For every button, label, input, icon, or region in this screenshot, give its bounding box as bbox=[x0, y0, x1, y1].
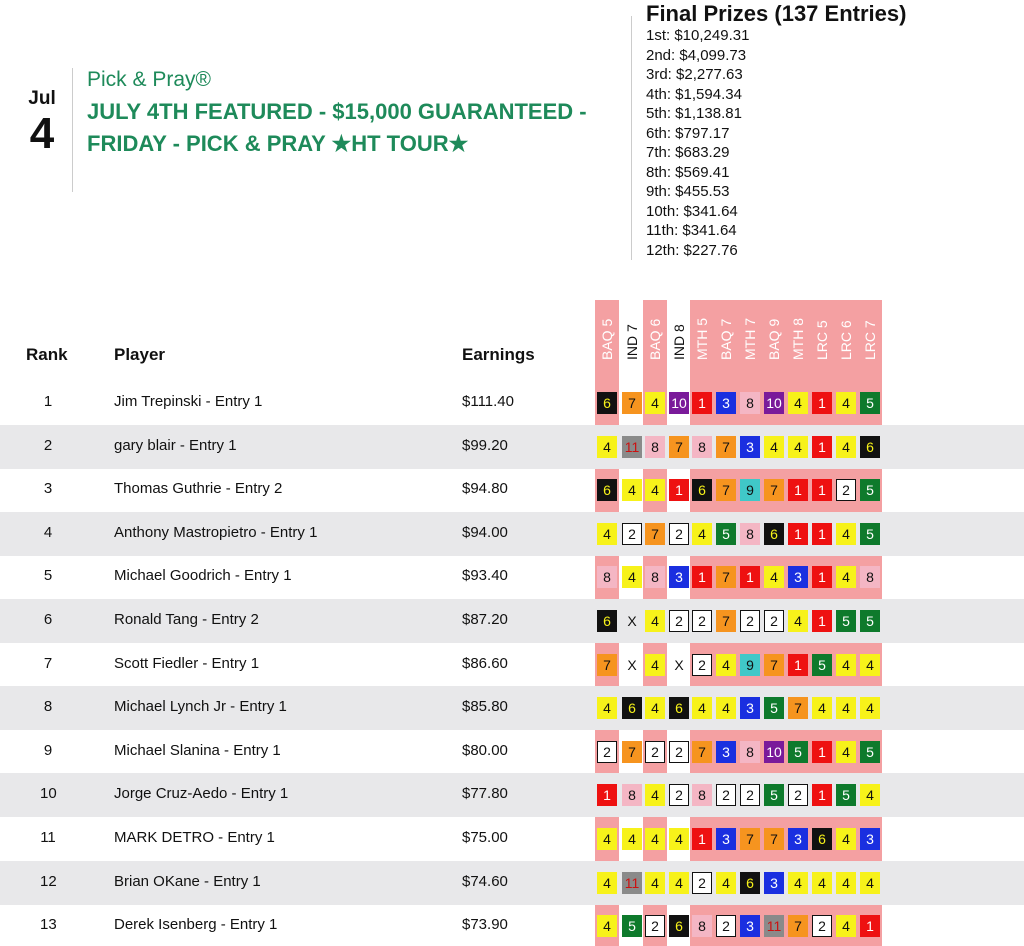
pick-badge: 10 bbox=[669, 392, 689, 414]
earnings-cell: $111.40 bbox=[462, 393, 514, 410]
pick-badge: 4 bbox=[836, 566, 856, 588]
pick-badge: 4 bbox=[716, 697, 736, 719]
pick-badge: 2 bbox=[669, 523, 689, 545]
pick-badge: 5 bbox=[812, 654, 832, 676]
earnings-cell: $73.90 bbox=[462, 916, 508, 934]
race-header: MTH 5 bbox=[694, 318, 710, 360]
pick-badge: 2 bbox=[764, 610, 784, 632]
player-cell: gary blair - Entry 1 bbox=[114, 436, 237, 454]
pick-badge: 2 bbox=[692, 610, 712, 632]
pick-badge: 8 bbox=[860, 566, 880, 588]
pick-badge: 6 bbox=[669, 915, 689, 937]
prize-item: 11th: $341.64 bbox=[646, 222, 737, 239]
pick-badge: 6 bbox=[740, 872, 760, 894]
prize-item: 9th: $455.53 bbox=[646, 183, 730, 200]
pick-badge: 7 bbox=[716, 479, 736, 501]
pick-badge: 1 bbox=[597, 784, 617, 806]
pick-badge: 4 bbox=[622, 828, 642, 850]
pick-badge: 4 bbox=[860, 654, 880, 676]
pick-badge: 4 bbox=[836, 697, 856, 719]
player-cell: Brian OKane - Entry 1 bbox=[114, 872, 261, 890]
earnings-cell: $94.00 bbox=[462, 523, 508, 541]
pick-badge: 3 bbox=[669, 566, 689, 588]
pick-badge: 2 bbox=[669, 741, 689, 763]
pick-badge: 5 bbox=[622, 915, 642, 937]
rank-cell: 9 bbox=[43, 741, 53, 759]
player-cell: Scott Fiedler - Entry 1 bbox=[114, 654, 260, 672]
pick-badge: 4 bbox=[860, 697, 880, 719]
pick-badge: 8 bbox=[740, 523, 760, 545]
pick-badge: 4 bbox=[836, 741, 856, 763]
pick-badge: 1 bbox=[812, 479, 832, 501]
pick-badge: 1 bbox=[788, 523, 808, 545]
rank-cell: 1 bbox=[43, 393, 53, 410]
prize-item: 5th: $1,138.81 bbox=[646, 105, 742, 122]
rank-cell: 10 bbox=[40, 785, 57, 803]
event-day: 4 bbox=[29, 109, 55, 158]
earnings-cell: $80.00 bbox=[462, 741, 508, 759]
pick-badge: 8 bbox=[597, 566, 617, 588]
pick-badge: 4 bbox=[669, 828, 689, 850]
table-row[interactable] bbox=[0, 425, 1024, 469]
event-title: JULY 4TH FEATURED - $15,000 GUARANTEED - FRIDAY - PICK & PRAY ★HT TOUR★ bbox=[87, 99, 587, 156]
pick-badge: 1 bbox=[812, 741, 832, 763]
pick-badge: 2 bbox=[669, 610, 689, 632]
pick-badge: 6 bbox=[812, 828, 832, 850]
rank-cell: 11 bbox=[40, 829, 56, 846]
earnings-cell: $87.20 bbox=[462, 611, 508, 628]
pick-badge: 4 bbox=[622, 566, 642, 588]
pick-badge: 4 bbox=[836, 654, 856, 676]
race-header: MTH 8 bbox=[790, 318, 806, 360]
pick-badge: 4 bbox=[645, 872, 665, 894]
pick-badge: 8 bbox=[645, 436, 665, 458]
pick-badge: 8 bbox=[692, 436, 712, 458]
pick-badge: 10 bbox=[764, 392, 784, 414]
player-cell: Derek Isenberg - Entry 1 bbox=[114, 916, 278, 934]
race-header: BAQ 7 bbox=[718, 318, 734, 360]
prize-panel bbox=[646, 2, 906, 260]
player-header: Player bbox=[114, 345, 166, 364]
prize-divider bbox=[631, 16, 632, 260]
rank-cell: 2 bbox=[43, 436, 53, 454]
pick-badge: 4 bbox=[836, 872, 856, 894]
table-row[interactable] bbox=[0, 555, 1024, 599]
pick-badge: 3 bbox=[860, 828, 880, 850]
pick-badge: 6 bbox=[622, 697, 642, 719]
pick-badge: 5 bbox=[764, 697, 784, 719]
pick-badge: 4 bbox=[622, 479, 642, 501]
pick-badge: 4 bbox=[645, 479, 665, 501]
pick-badge: 6 bbox=[692, 479, 712, 501]
pick-badge: 2 bbox=[597, 741, 617, 763]
table-row[interactable] bbox=[0, 730, 1024, 774]
pick-badge: 7 bbox=[622, 741, 642, 763]
rank-header: Rank bbox=[26, 345, 68, 364]
pick-badge: 5 bbox=[860, 479, 880, 501]
prize-item: 2nd: $4,099.73 bbox=[646, 46, 747, 64]
pick-badge: 3 bbox=[740, 915, 760, 937]
pick-badge: 4 bbox=[836, 523, 856, 545]
pick-badge: 4 bbox=[812, 872, 832, 894]
player-cell: MARK DETRO - Entry 1 bbox=[114, 829, 275, 846]
pick-badge: 4 bbox=[764, 436, 784, 458]
pick-badge: 4 bbox=[597, 523, 617, 545]
pick-badge: 7 bbox=[764, 479, 784, 501]
pick-badge: 8 bbox=[645, 566, 665, 588]
table-row[interactable] bbox=[0, 817, 1024, 861]
pick-badge: 4 bbox=[788, 392, 808, 414]
pick-badge: 6 bbox=[764, 523, 784, 545]
pick-badge: 4 bbox=[716, 654, 736, 676]
pick-badge: 1 bbox=[812, 566, 832, 588]
pick-badge: 1 bbox=[692, 392, 712, 414]
race-header: BAQ 6 bbox=[647, 318, 663, 360]
pick-badge: 4 bbox=[812, 697, 832, 719]
prize-item: 12th: $227.76 bbox=[646, 241, 738, 259]
pick-badge: 4 bbox=[669, 872, 689, 894]
pick-badge: 5 bbox=[860, 523, 880, 545]
pick-badge: 4 bbox=[645, 392, 665, 414]
race-header: LRC 6 bbox=[838, 320, 854, 360]
prize-list bbox=[646, 26, 906, 260]
earnings-cell: $99.20 bbox=[462, 436, 508, 454]
prize-item: 10th: $341.64 bbox=[646, 202, 738, 220]
table-row[interactable] bbox=[0, 468, 1024, 512]
pick-badge: 2 bbox=[812, 915, 832, 937]
pick-badge: 7 bbox=[622, 392, 642, 414]
pick-badge: 5 bbox=[860, 741, 880, 763]
pick-badge: 4 bbox=[860, 872, 880, 894]
earnings-cell: $74.60 bbox=[462, 872, 508, 890]
pick-badge: 4 bbox=[788, 610, 808, 632]
pick-badge: 4 bbox=[836, 436, 856, 458]
pick-badge: 6 bbox=[860, 436, 880, 458]
pick-badge: 4 bbox=[860, 784, 880, 806]
rank-cell: 3 bbox=[43, 480, 53, 498]
pick-badge: 5 bbox=[860, 392, 880, 414]
prize-item: 4th: $1,594.34 bbox=[646, 85, 742, 103]
pick-badge: 6 bbox=[597, 392, 617, 414]
pick-badge: 8 bbox=[692, 784, 712, 806]
pick-badge: 3 bbox=[716, 741, 736, 763]
pick-badge: 4 bbox=[836, 828, 856, 850]
pick-badge: 4 bbox=[597, 915, 617, 937]
pick-badge: 7 bbox=[716, 436, 736, 458]
earnings-cell: $75.00 bbox=[462, 829, 508, 846]
rank-cell: 6 bbox=[43, 611, 53, 628]
pick-badge: 5 bbox=[836, 784, 856, 806]
pick-badge: 6 bbox=[597, 479, 617, 501]
rank-cell: 4 bbox=[43, 523, 53, 541]
pick-badge: 8 bbox=[740, 741, 760, 763]
pick-badge: 2 bbox=[692, 872, 712, 894]
pick-badge: X bbox=[627, 656, 637, 673]
pick-badge: 11 bbox=[622, 436, 642, 458]
pick-badge: 7 bbox=[597, 654, 617, 676]
table-row[interactable] bbox=[0, 904, 1024, 946]
pick-badge: 7 bbox=[764, 654, 784, 676]
pick-badge: 11 bbox=[622, 872, 642, 894]
pick-badge: 2 bbox=[669, 784, 689, 806]
earnings-cell: $85.80 bbox=[462, 698, 508, 716]
pick-badge: 2 bbox=[836, 479, 856, 501]
rank-cell: 13 bbox=[40, 916, 57, 934]
pick-badge: 1 bbox=[812, 523, 832, 545]
pick-badge: 1 bbox=[692, 566, 712, 588]
prize-item: 1st: $10,249.31 bbox=[646, 27, 750, 44]
pick-badge: 7 bbox=[716, 566, 736, 588]
pick-badge: 4 bbox=[788, 872, 808, 894]
pick-badge: 5 bbox=[764, 784, 784, 806]
pick-badge: 1 bbox=[812, 784, 832, 806]
race-header: MTH 7 bbox=[742, 318, 758, 360]
pick-badge: 4 bbox=[716, 872, 736, 894]
pick-badge: 7 bbox=[716, 610, 736, 632]
event-month: Jul bbox=[28, 88, 56, 109]
pick-badge: 4 bbox=[836, 915, 856, 937]
prize-heading: Final Prizes (137 Entries) bbox=[646, 1, 907, 26]
table-row[interactable] bbox=[0, 599, 1024, 643]
pick-badge: 2 bbox=[740, 784, 760, 806]
pick-badge: X bbox=[674, 656, 684, 673]
pick-badge: X bbox=[627, 613, 637, 629]
pick-badge: 7 bbox=[764, 828, 784, 850]
prize-item: 3rd: $2,277.63 bbox=[646, 66, 743, 83]
race-header: IND 7 bbox=[624, 324, 640, 360]
pick-badge: 6 bbox=[597, 610, 617, 632]
race-header: LRC 5 bbox=[814, 320, 830, 360]
pick-badge: 4 bbox=[764, 566, 784, 588]
pick-badge: 2 bbox=[788, 784, 808, 806]
pick-badge: 7 bbox=[645, 523, 665, 545]
race-header: IND 8 bbox=[671, 324, 687, 360]
pick-badge: 8 bbox=[740, 392, 760, 414]
pick-badge: 4 bbox=[788, 436, 808, 458]
pick-badge: 4 bbox=[597, 436, 617, 458]
player-cell: Ronald Tang - Entry 2 bbox=[114, 611, 259, 628]
earnings-cell: $77.80 bbox=[462, 785, 508, 803]
pick-badge: 1 bbox=[692, 828, 712, 850]
pick-badge: 7 bbox=[669, 436, 689, 458]
pick-badge: 5 bbox=[836, 610, 856, 632]
brand-name: Pick & Pray® bbox=[87, 68, 212, 91]
pick-badge: 4 bbox=[645, 828, 665, 850]
player-cell: Jorge Cruz-Aedo - Entry 1 bbox=[114, 785, 289, 803]
player-cell: Michael Lynch Jr - Entry 1 bbox=[114, 698, 287, 716]
race-header: BAQ 5 bbox=[599, 318, 615, 360]
pick-badge: 4 bbox=[692, 697, 712, 719]
pick-badge: 2 bbox=[645, 915, 665, 937]
prize-item: 7th: $683.29 bbox=[646, 144, 730, 161]
pick-badge: 5 bbox=[716, 523, 736, 545]
earnings-cell: $94.80 bbox=[462, 480, 508, 498]
pick-badge: 11 bbox=[764, 915, 784, 937]
pick-badge: 1 bbox=[812, 392, 832, 414]
prize-item: 8th: $569.41 bbox=[646, 163, 730, 181]
pick-badge: 3 bbox=[740, 436, 760, 458]
pick-badge: 2 bbox=[716, 784, 736, 806]
pick-badge: 1 bbox=[669, 479, 689, 501]
player-cell: Anthony Mastropietro - Entry 1 bbox=[114, 523, 318, 541]
pick-badge: 9 bbox=[740, 654, 760, 676]
pick-badge: 7 bbox=[692, 741, 712, 763]
pick-badge: 4 bbox=[645, 784, 665, 806]
pick-badge: 3 bbox=[740, 697, 760, 719]
rank-cell: 5 bbox=[43, 567, 53, 585]
race-header: BAQ 9 bbox=[766, 318, 782, 360]
pick-badge: 3 bbox=[788, 566, 808, 588]
pick-badge: 5 bbox=[788, 741, 808, 763]
rank-cell: 12 bbox=[40, 872, 57, 890]
pick-badge: 3 bbox=[764, 872, 784, 894]
pick-badge: 4 bbox=[597, 697, 617, 719]
pick-badge: 4 bbox=[597, 872, 617, 894]
pick-badge: 4 bbox=[692, 523, 712, 545]
earnings-cell: $86.60 bbox=[462, 654, 508, 672]
pick-badge: 4 bbox=[597, 828, 617, 850]
pick-badge: 2 bbox=[692, 654, 712, 676]
date-divider bbox=[72, 68, 73, 192]
pick-badge: 1 bbox=[812, 610, 832, 632]
pick-badge: 8 bbox=[622, 784, 642, 806]
event-date bbox=[22, 88, 62, 156]
pick-badge: 1 bbox=[740, 566, 760, 588]
rank-cell: 8 bbox=[43, 698, 53, 716]
pick-badge: 4 bbox=[645, 610, 665, 632]
pick-badge: 3 bbox=[788, 828, 808, 850]
player-cell: Michael Slanina - Entry 1 bbox=[114, 741, 281, 759]
table-row[interactable] bbox=[0, 773, 1024, 817]
player-cell: Jim Trepinski - Entry 1 bbox=[114, 393, 263, 410]
table-row[interactable] bbox=[0, 381, 1024, 425]
rank-cell: 7 bbox=[43, 654, 53, 672]
pick-badge: 7 bbox=[788, 697, 808, 719]
pick-badge: 9 bbox=[740, 479, 760, 501]
pick-badge: 4 bbox=[645, 654, 665, 676]
pick-badge: 2 bbox=[716, 915, 736, 937]
table-row[interactable] bbox=[0, 643, 1024, 687]
pick-badge: 2 bbox=[645, 741, 665, 763]
pick-badge: 6 bbox=[669, 697, 689, 719]
pick-badge: 3 bbox=[716, 828, 736, 850]
player-cell: Thomas Guthrie - Entry 2 bbox=[114, 480, 283, 498]
table-row[interactable] bbox=[0, 686, 1024, 730]
table-row[interactable] bbox=[0, 512, 1024, 556]
pick-badge: 8 bbox=[692, 915, 712, 937]
race-header: LRC 7 bbox=[862, 320, 878, 360]
pick-badge: 4 bbox=[836, 392, 856, 414]
pick-badge: 4 bbox=[645, 697, 665, 719]
prize-item: 6th: $797.17 bbox=[646, 124, 730, 142]
pick-badge: 7 bbox=[740, 828, 760, 850]
pick-badge: 1 bbox=[860, 915, 880, 937]
pick-badge: 1 bbox=[812, 436, 832, 458]
table-row[interactable] bbox=[0, 861, 1024, 905]
pick-badge: 2 bbox=[740, 610, 760, 632]
pick-badge: 2 bbox=[622, 523, 642, 545]
pick-badge: 10 bbox=[764, 741, 784, 763]
pick-badge: 1 bbox=[788, 479, 808, 501]
earnings-cell: $93.40 bbox=[462, 567, 508, 585]
pick-badge: 5 bbox=[860, 610, 880, 632]
earnings-header: Earnings bbox=[462, 345, 535, 364]
player-cell: Michael Goodrich - Entry 1 bbox=[114, 567, 292, 585]
pick-badge: 7 bbox=[788, 915, 808, 937]
pick-badge: 3 bbox=[716, 392, 736, 414]
pick-badge: 1 bbox=[788, 654, 808, 676]
